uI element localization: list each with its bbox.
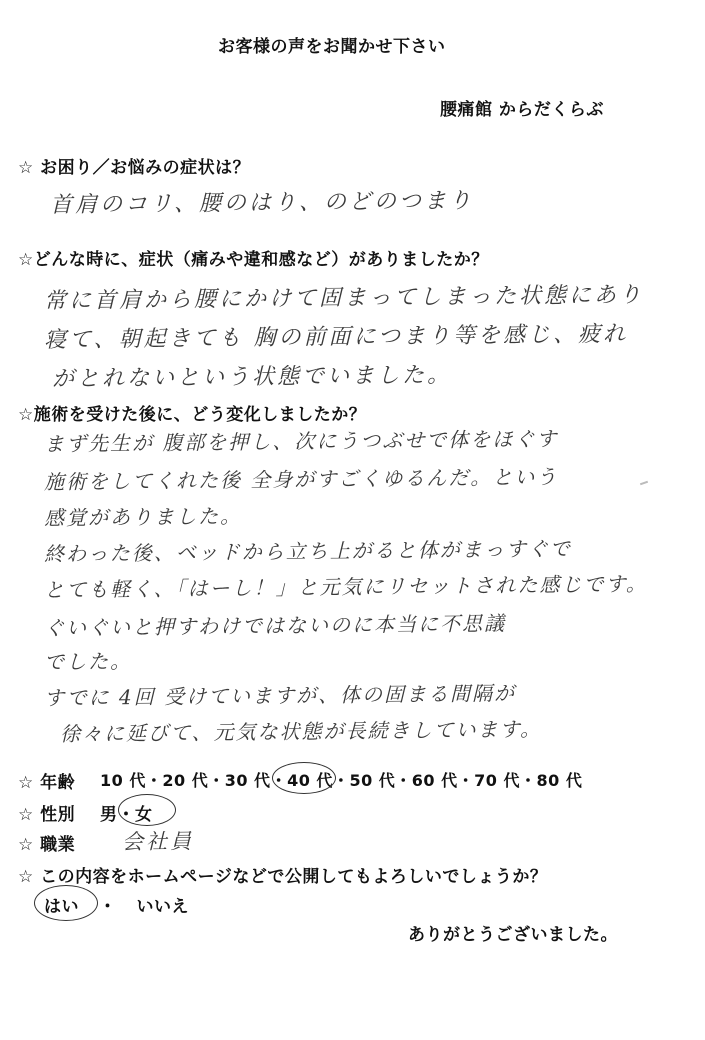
closing-message: ありがとうございました。 — [408, 925, 618, 945]
occupation-label: ☆ 職業 — [18, 835, 76, 855]
age-option[interactable]: 20 代 — [162, 771, 209, 790]
answer-change-line: でした。 — [43, 649, 133, 674]
option-separator: ・ — [520, 771, 537, 790]
gender-option[interactable]: 男 — [100, 805, 118, 825]
option-separator: ・ — [270, 771, 288, 790]
answer-when-line: 常に首肩から腰にかけて固まってしまった状態にあり — [43, 282, 645, 314]
age-option-selected[interactable]: 40 代 — [287, 771, 333, 790]
question-symptoms-label: ☆ お困り／お悩みの症状は？ — [18, 158, 251, 178]
option-separator: ・ — [117, 805, 135, 825]
age-option[interactable]: 10 代 — [100, 771, 146, 790]
stray-mark — [640, 481, 648, 486]
publish-option-selected[interactable]: はい — [44, 897, 79, 917]
option-separator: ・ — [395, 771, 412, 790]
option-separator: ・ — [208, 771, 225, 790]
shop-name: 腰痛館 からだくらぶ — [440, 100, 604, 120]
age-option[interactable]: 70 代 — [474, 771, 520, 790]
age-option[interactable]: 80 代 — [536, 771, 583, 790]
question-change-label: ☆施術を受けた後に、どう変化しましたか？ — [18, 405, 367, 425]
age-option[interactable]: 60 代 — [411, 771, 458, 790]
gender-options — [100, 800, 153, 825]
answer-when-line: 寝て、朝起きても 胸の前面につまり等を感じ、疲れ — [43, 321, 629, 353]
age-option[interactable]: 50 代 — [349, 771, 396, 790]
answer-change-line: 施術をしてくれた後 全身がすごくゆるんだ。という — [43, 464, 559, 494]
answer-change-line: 感覚がありました。 — [43, 503, 243, 530]
form-title: お客様の声をお聞かせ下さい — [218, 37, 446, 57]
publish-options — [44, 892, 189, 917]
option-separator: ・ — [332, 771, 350, 790]
answer-change-line: とても軽く、「はーし！」と元気にリセットされた感じです。 — [43, 571, 648, 602]
answer-symptoms: 首肩のコリ、腰のはり、のどのつまり — [49, 188, 475, 218]
answer-when-line: がとれないという状態でいました。 — [51, 362, 453, 392]
occupation-answer: 会社員 — [121, 829, 195, 854]
gender-option-selected[interactable]: 女 — [135, 805, 153, 825]
answer-change-line: 終わった後、ベッドから立ち上がると体がまっすぐで — [43, 536, 572, 566]
age-option[interactable]: 30 代 — [224, 771, 271, 790]
gender-label: ☆ 性別 — [18, 805, 76, 825]
publish-option[interactable]: いいえ — [136, 897, 189, 917]
question-when-label: ☆どんな時に、症状（痛みや違和感など）がありましたか？ — [18, 250, 489, 270]
answer-change-line: ぐいぐいと押すわけではないのに本当に不思議 — [43, 611, 507, 640]
age-label: ☆ 年齢 — [18, 773, 76, 793]
option-separator: ・ — [145, 771, 163, 790]
answer-change-line: すでに 4回 受けていますが、体の固まる間隔が — [43, 681, 517, 710]
option-separator: ・ — [99, 897, 117, 917]
answer-change-line: 徐々に延びて、元気な状態が長続きしています。 — [59, 716, 543, 746]
answer-change-line: まず先生が 腹部を押し、次にうつぶせで体をほぐす — [43, 426, 559, 456]
age-options — [100, 768, 582, 791]
publish-consent-label: ☆ この内容をホームページなどで公開してもよろしいでしょうか？ — [18, 867, 548, 887]
option-separator: ・ — [457, 771, 475, 790]
